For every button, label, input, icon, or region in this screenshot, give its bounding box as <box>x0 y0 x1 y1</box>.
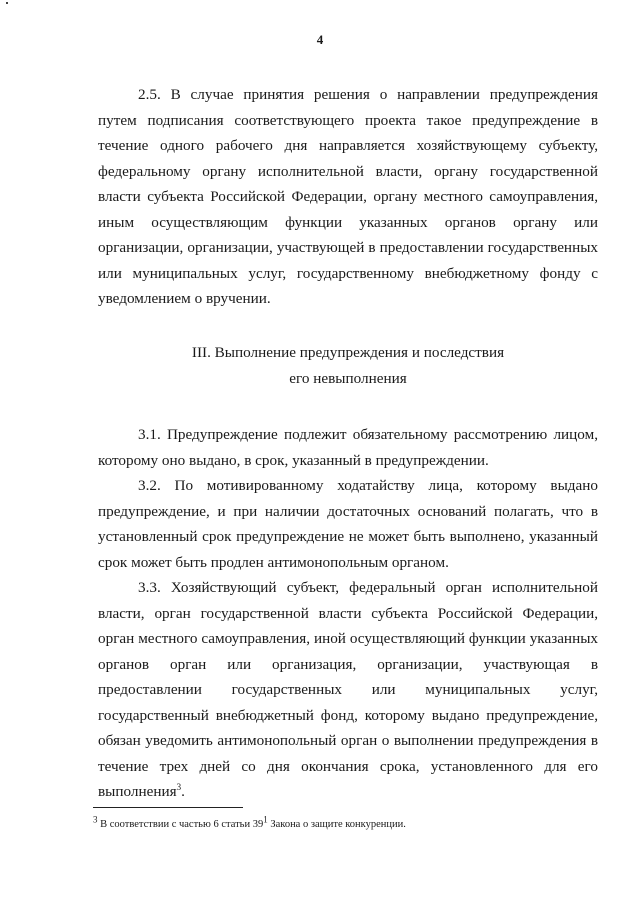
paragraph-3-3: 3.3. Хозяйствующий субъект, федеральный орган исполнительной власти, орган государственной власти субъекта Российской Федерации, орган местного самоуправления, иной осуществляющий функции указанных органов орган или организация, организации, участвующая в предоставлении государственных или муниципальных услуг, государственный внебюджетный фонд, которому выдано предупреждение, обязан уведомить антимонопольный орган о выполнении предупреждения в течение трех дней со дня окончания срока, установленного для его выполнения$^3$. <box>98 579 598 800</box>
paragraph-3-1: 3.1. Предупреждение подлежит обязательному рассмотрению лицом, которому оно выдано, в срок, указанный в предупреждении. <box>98 426 598 469</box>
section-heading <box>98 340 598 391</box>
paragraph-2-5-block <box>98 82 598 312</box>
footnote-superscript: 1 <box>263 814 268 825</box>
section-heading-line1: III. Выполнение предупреждения и последствия <box>191 344 505 361</box>
footnote-marker: 3 <box>93 814 98 825</box>
footnote-reference: 3 <box>176 781 182 792</box>
footnote-text-before: В соответствии с частью 6 статьи 39 <box>97 819 264 830</box>
footnote-text-after: Закона о защите конкуренции. <box>267 819 406 830</box>
section-heading-line2: его невыполнения <box>289 369 407 387</box>
paragraph-3-2: 3.2. По мотивированному ходатайству лица, которому выдано предупреждение, и при наличии достаточных оснований полагать, что в установленный срок предупреждение не может быть выполнено, указанный срок может быть продлен антимонопольным органом. <box>98 477 598 571</box>
scan-artifact <box>6 2 8 4</box>
paragraph-2-5: 2.5. В случае принятия решения о направлении предупреждения путем подписания соответствующего проекта такое предупреждение в течение одного рабочего дня направляется хозяйствующему субъекту, федеральному органу исполнительной власти, органу государственной власти субъекта Российской Федерации, органу местного самоуправления, иным осуществляющим функции указанных органов органу или организации, организации, участвующей в предоставлении государственных или муниципальных услуг, государственному внебюджетному фонду с уведомлением о вручении. <box>98 86 598 307</box>
page-number: 4 <box>316 32 324 47</box>
footnote <box>93 814 603 832</box>
paragraph-3-3-text: 3.3. Хозяйствующий субъект, федеральный орган исполнительной власти, орган государственной власти субъекта Российской Федерации, орган местного самоуправления, иной осуществляющий функции указанных органов орган или организация, организации, участвующая в предоставлении государственных или муниципальных услуг, государственный внебюджетный фонд, которому выдано предупреждение, обязан уведомить антимонопольный орган о выполнении предупреждения в течение трех дней со дня окончания срока, установленного для его выполнения <box>98 579 598 800</box>
footnote-separator <box>93 807 243 808</box>
section-3-paragraphs <box>98 422 598 805</box>
